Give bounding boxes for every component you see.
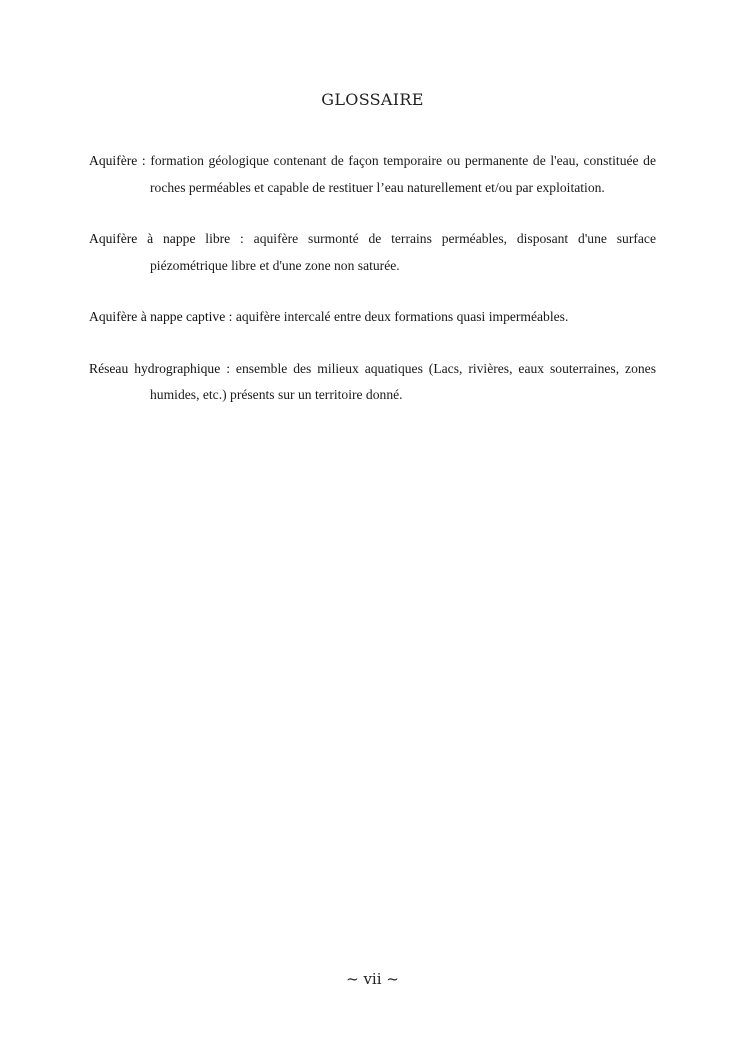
glossary-list [89, 148, 656, 434]
glossary-definition: formation géologique contenant de façon temporaire ou permanente de l'eau, constituée de roches perméables et capable de restituer l’eau naturellement et/ou par exploitation. [150, 153, 656, 195]
glossary-separator: : [230, 231, 254, 246]
glossary-entry-nappe-libre [89, 226, 656, 279]
glossary-separator: : [225, 309, 236, 324]
glossary-term: Réseau hydrographique [89, 360, 221, 376]
glossary-separator: : [137, 153, 151, 168]
page-title: GLOSSAIRE [321, 90, 424, 109]
glossary-entry-aquifere [89, 148, 656, 201]
glossary-separator: : [220, 360, 236, 376]
page-number: ~ vii ~ [346, 970, 399, 988]
glossary-definition: ensemble des milieux aquatiques (Lacs, rivières, eaux souterraines, zones humides, etc.) présents sur un territoire donné. [150, 360, 656, 402]
glossary-entry-nappe-captive [89, 304, 656, 331]
glossary-entry-reseau-hydrographique [89, 356, 656, 409]
glossary-term: Aquifère à nappe captive [89, 309, 226, 324]
glossary-definition: aquifère surmonté de terrains perméables, disposant d'une surface piézométrique libre et d'une zone non saturée. [150, 231, 656, 273]
glossary-term: Aquifère [89, 153, 138, 168]
glossary-term: Aquifère à nappe libre [89, 231, 231, 246]
glossary-definition: aquifère intercalé entre deux formations quasi imperméables. [235, 309, 569, 324]
